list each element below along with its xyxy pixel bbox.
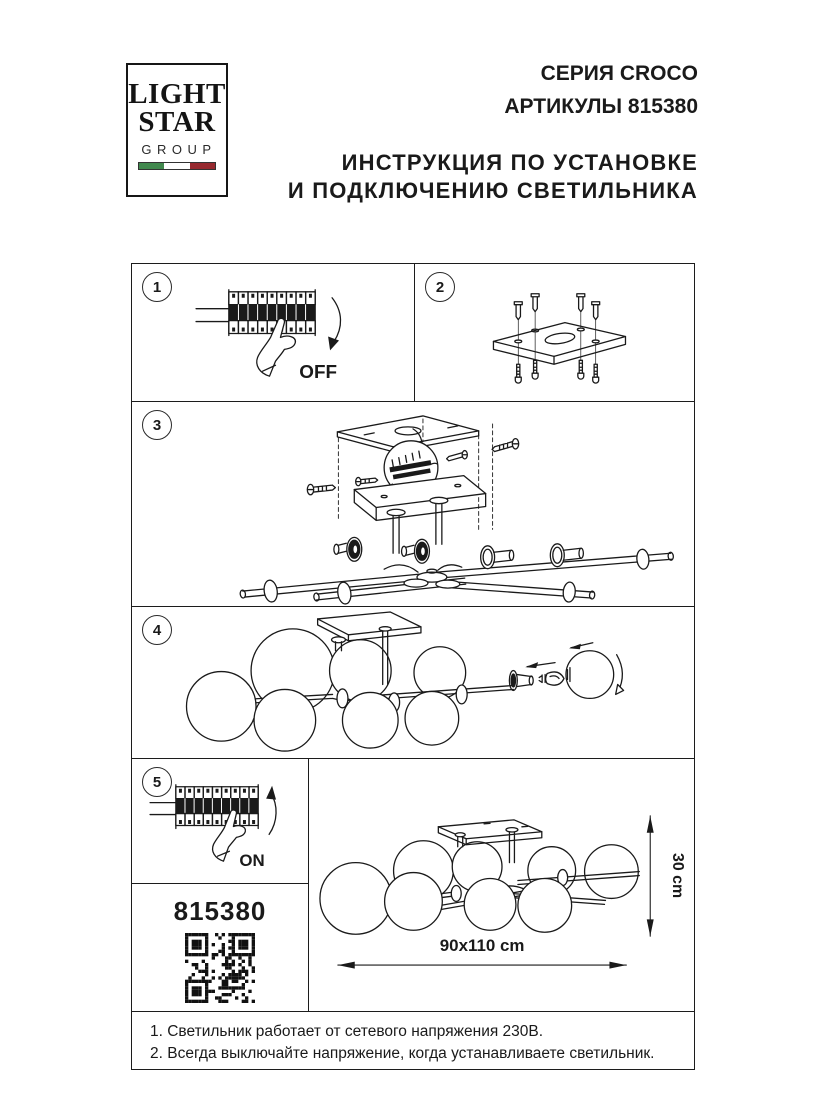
step-4-badge: 4 bbox=[142, 615, 172, 645]
logo-word-star: STAR bbox=[138, 105, 216, 138]
mounting-plate-drawing bbox=[415, 264, 694, 401]
step-3-panel bbox=[132, 402, 694, 606]
pointing-hand-icon bbox=[257, 318, 296, 376]
note-line-1: 1. Светильник работает от сетевого напряжения 230В. bbox=[150, 1023, 544, 1040]
breaker-off-drawing bbox=[132, 264, 414, 401]
on-label: ON bbox=[239, 851, 265, 871]
height-dimension bbox=[647, 816, 654, 936]
off-label: OFF bbox=[299, 361, 338, 383]
step-2-panel bbox=[415, 264, 694, 401]
logo-word-group: GROUP bbox=[141, 142, 217, 158]
final-dimensions-panel bbox=[309, 759, 694, 1011]
title-block bbox=[288, 58, 698, 205]
socket-right-1 bbox=[481, 546, 514, 569]
width-dimension bbox=[338, 962, 627, 969]
step-5-badge: 5 bbox=[142, 767, 172, 797]
instruction-title-line2: И ПОДКЛЮЧЕНИЮ СВЕТИЛЬНИКА bbox=[287, 178, 698, 204]
socket-left-1 bbox=[334, 537, 362, 561]
socket-flange bbox=[509, 671, 533, 691]
steps-grid bbox=[131, 263, 695, 1070]
series-title: СЕРИЯ CROCO bbox=[540, 62, 698, 85]
detached-globe bbox=[566, 651, 614, 699]
article-qr-cell bbox=[132, 884, 308, 1011]
globe-attachment-drawing bbox=[132, 607, 694, 758]
note-line-2: 2. Всегда выключайте напряжение, когда устанавливаете светильник. bbox=[150, 1045, 655, 1063]
step-5-panel bbox=[132, 759, 308, 884]
lightstar-logo bbox=[126, 63, 228, 197]
width-dimension-label: 90x110 cm bbox=[439, 936, 525, 956]
step-1-badge: 1 bbox=[142, 272, 172, 302]
step-1-panel bbox=[132, 264, 415, 401]
light-bulb-icon bbox=[539, 672, 564, 685]
articles-title: АРТИКУЛЫ 815380 bbox=[504, 94, 698, 118]
final-fixture-drawing bbox=[309, 759, 694, 1011]
notes-panel bbox=[132, 1012, 694, 1069]
socket-left-2 bbox=[402, 539, 430, 563]
step-2-badge: 2 bbox=[425, 272, 455, 302]
italian-flag-icon bbox=[138, 162, 216, 170]
logo-word-light: LIGHT bbox=[128, 78, 226, 110]
socket-right-2 bbox=[550, 544, 583, 567]
step-4-panel bbox=[132, 607, 694, 758]
chandelier-frame bbox=[240, 537, 674, 604]
height-dimension-label: 30 cm bbox=[669, 852, 687, 899]
qr-code bbox=[185, 933, 255, 1003]
assembly-exploded-drawing bbox=[132, 402, 694, 606]
step-3-badge: 3 bbox=[142, 410, 172, 440]
instruction-title-line1: ИНСТРУКЦИЯ ПО УСТАНОВКЕ bbox=[341, 150, 698, 176]
article-number: 815380 bbox=[173, 896, 267, 926]
